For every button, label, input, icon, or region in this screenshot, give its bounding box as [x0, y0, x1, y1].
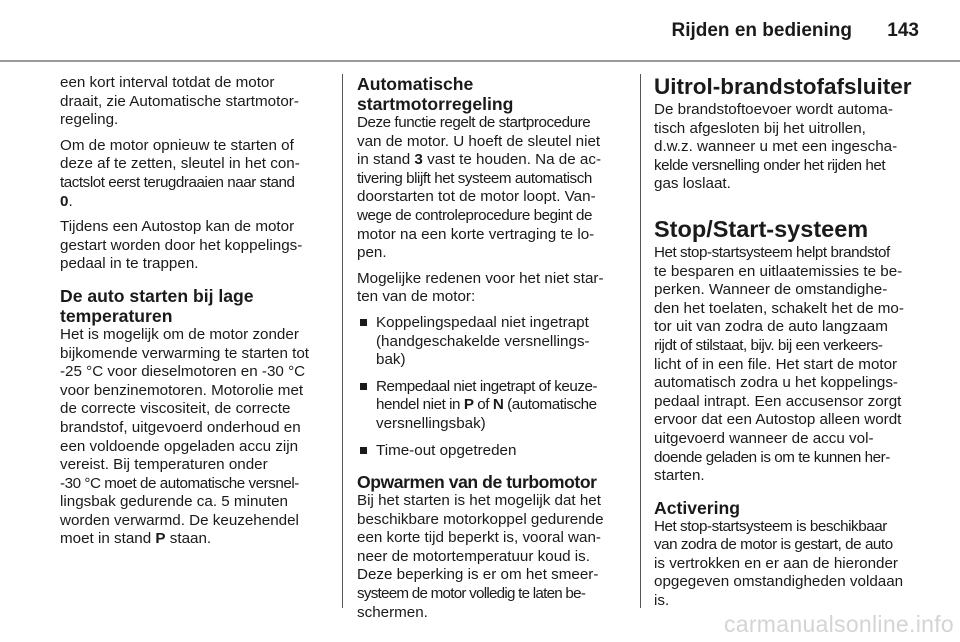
heading-fuel-cutoff: Uitrol-brandstofafsluiter	[654, 74, 912, 99]
heading-low-temperature: De auto starten bij lage temperaturen	[60, 285, 254, 326]
paragraph: Bij het starten is het mogelijk dat het beschikbare motorkoppel gedurende een korte tijd beperkt is, vooral wan- neer de motortemperatuur koud is. Deze beperking is er om het smeer- systeem de motor volledig te laten be- schermen.	[357, 492, 604, 621]
watermark: carmanualsonline.info	[723, 611, 954, 637]
column-divider	[640, 74, 641, 608]
heading-activation: Activering	[654, 497, 741, 518]
paragraph: Mogelijke redenen voor het niet star- ten van de motor:	[357, 269, 604, 306]
heading-turbo: Opwarmen van de turbomotor	[357, 472, 597, 493]
section-title: Rijden en bediening	[671, 20, 852, 41]
paragraph: Het is mogelijk om de motor zonder bijkomende verwarming te starten tot -25 °C voor dieselmotoren en -30 °C voor benzinemotoren. Motorolie met de correcte viscositeit, de correcte brandstof, uitgevoerd onderhoud en een voldoende opgeladen accu zijn vereist. Bij temperaturen onder -30 °C moet de automatische versnel- lingsbak gedurende ca. 5 minuten worden verwarmd. De keuzehendel moet in stand P staan.	[60, 325, 310, 548]
paragraph: De brandstoftoevoer wordt automa- tisch afgesloten bij het uitrollen, d.w.z. wanneer u met een ingescha- kelde versnelling onder het rijden het gas loslaat.	[654, 101, 898, 193]
column-divider	[342, 74, 343, 608]
square-bullet-icon	[360, 383, 367, 390]
list-item: Rempedaal niet ingetrapt of keuze- hendel niet in P of N (automatische versnellingsbak)	[357, 378, 627, 434]
paragraph: Deze functie regelt de startprocedure van de motor. U hoeft de sleutel niet in stand 3 vast te houden. Na de ac- tivering blijft het systeem automatisch doorstarten tot de motor loopt. Van- wege de controleprocedure begint de motor na een korte vertraging te lo- pen.	[357, 114, 602, 262]
paragraph: een kort interval totdat de motor draait, zie Automatische startmotor- regeling.	[60, 74, 299, 129]
column-1	[60, 74, 330, 556]
paragraph: Tijdens een Autostop kan de motor gestart worden door het koppelings- pedaal in te trappen.	[60, 218, 303, 273]
reasons-list	[357, 314, 627, 460]
square-bullet-icon	[360, 319, 367, 326]
column-3	[654, 74, 926, 618]
heading-stop-start: Stop/Start-systeem	[654, 215, 869, 242]
page-number: 143	[887, 20, 919, 41]
paragraph: Het stop-startsysteem helpt brandstof te besparen en uitlaatemissies te be- perken. Wanneer de omstandighe- den het toelaten, schakelt het de mo- tor uit van zodra de auto langzaam rijdt of stilstaat, bijv. bij een verkeers- licht of in een file. Het start de motor automatisch zodra u het koppelings- pedaal intrapt. Een accusensor zorgt ervoor dat een Autostop alleen wordt uitgevoerd wanneer de accu vol- doende geladen is om te kunnen her- starten.	[654, 243, 904, 485]
paragraph: Om de motor opnieuw te starten of deze af te zetten, sleutel in het con- tactslot eerst terugdraaien naar stand 0.	[60, 136, 300, 210]
column-2	[357, 74, 627, 629]
page-header	[0, 0, 960, 62]
square-bullet-icon	[360, 447, 367, 454]
list-item: Koppelingspedaal niet ingetrapt (handgeschakelde versnellings- bak)	[357, 314, 627, 370]
paragraph: Het stop-startsysteem is beschikbaar van zodra de motor is gestart, de auto is vertrokken en er aan de hieronder opgegeven omstandigheden voldaan is.	[654, 517, 904, 610]
list-item: Time-out opgetreden	[357, 442, 627, 461]
header-rule	[0, 60, 960, 62]
heading-auto-start: Automatische startmotorregeling	[357, 74, 514, 114]
